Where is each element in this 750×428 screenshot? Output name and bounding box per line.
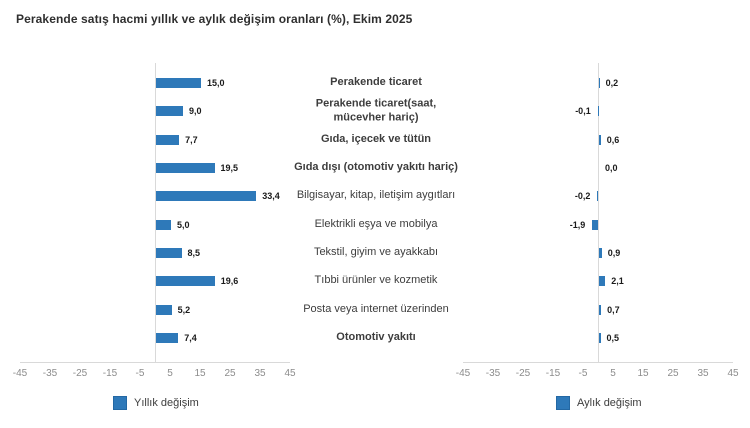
bar (599, 78, 600, 88)
bar-value-label: 9,0 (189, 106, 202, 117)
x-axis-tick-label: 25 (667, 368, 679, 379)
bar-value-label: 15,0 (207, 78, 225, 88)
monthly-change-plot (455, 63, 739, 379)
legend-swatch-monthly (556, 396, 570, 410)
bar-value-label: 0,7 (607, 304, 620, 315)
x-axis-tick-label: 45 (727, 368, 739, 379)
bar (156, 276, 215, 286)
x-axis-tick-label: -15 (102, 368, 118, 379)
x-axis-tick-label: -35 (42, 368, 58, 379)
x-axis-tick-label: 25 (224, 368, 236, 379)
x-axis-tick-label: -45 (455, 368, 471, 379)
bar (597, 191, 598, 201)
x-axis-tick-label: -5 (135, 368, 145, 379)
bar-value-label: 0,0 (605, 162, 618, 173)
bar (156, 248, 182, 258)
bar (156, 333, 178, 343)
x-axis-line (463, 362, 733, 363)
legend-label-monthly: Aylık değişim (577, 397, 642, 409)
category-label: Posta veya internet üzerinden (303, 302, 449, 315)
bar-value-label: 0,6 (606, 134, 620, 145)
x-axis-line (20, 362, 290, 363)
bar (598, 106, 599, 116)
x-axis-tick-label: 45 (284, 368, 296, 379)
category-label: Bilgisayar, kitap, iletişim aygıtları (296, 189, 456, 202)
bar (592, 220, 598, 230)
category-label: Otomotiv yakıtı (336, 331, 416, 344)
chart-title: Perakende satış hacmi yıllık ve aylık değişim oranları (%), Ekim 2025 (16, 12, 413, 26)
bar (156, 305, 172, 315)
legend-monthly (556, 396, 642, 410)
x-axis-tick-label: 5 (610, 368, 616, 379)
bar-value-label: -0,2 (574, 191, 591, 202)
bar-value-label: -0,1 (575, 106, 591, 117)
x-axis-tick-label: -5 (578, 368, 588, 379)
bar-value-label: 8,5 (187, 247, 201, 258)
category-label: Gıda dışı (otomotiv yakıtı hariç) (294, 161, 458, 174)
category-label: Elektrikli eşya ve mobilya (314, 217, 438, 230)
bar-value-label: 2,1 (611, 276, 624, 287)
bar (156, 106, 183, 116)
bar (156, 135, 179, 145)
bar (599, 276, 605, 286)
x-axis-tick-label: -45 (12, 368, 28, 379)
category-label: Tıbbi ürünler ve kozmetik (314, 274, 438, 287)
x-axis-tick-label: 15 (194, 368, 206, 379)
bar-value-label: -1,9 (569, 219, 586, 230)
x-axis-tick-label: -35 (485, 368, 501, 379)
x-axis-tick-label: 15 (637, 368, 649, 379)
bar (599, 248, 602, 258)
x-axis-tick-label: 35 (254, 368, 266, 379)
category-label: Perakende ticaret(saat, mücevher hariç) (315, 97, 437, 124)
category-axis (291, 63, 461, 363)
x-axis-tick-label: -25 (515, 368, 531, 379)
legend-annual (113, 396, 199, 410)
bar-value-label: 5,2 (177, 304, 191, 315)
bar-value-label: 5,0 (177, 219, 190, 230)
bar (599, 333, 601, 343)
bar (156, 78, 201, 88)
bar (599, 135, 601, 145)
x-axis-tick-label: 5 (167, 368, 173, 379)
category-label: Gıda, içecek ve tütün (320, 132, 432, 145)
bar (599, 305, 601, 315)
legend-swatch-annual (113, 396, 127, 410)
category-label: Tekstil, giyim ve ayakkabı (313, 246, 439, 259)
x-axis-tick-label: -25 (72, 368, 88, 379)
bar (156, 220, 171, 230)
bar-value-label: 19,6 (220, 276, 239, 287)
bar-value-label: 7,4 (184, 332, 197, 343)
bar-value-label: 0,5 (606, 332, 620, 343)
bar (156, 191, 256, 201)
bar-value-label: 7,7 (185, 134, 198, 145)
x-axis-tick-label: 35 (697, 368, 709, 379)
category-label: Perakende ticaret (330, 76, 422, 89)
bar-value-label: 33,4 (262, 191, 280, 202)
bar-value-label: 19,5 (220, 162, 239, 173)
annual-change-plot (12, 63, 296, 379)
x-axis-tick-label: -15 (545, 368, 561, 379)
bar-value-label: 0,2 (605, 78, 619, 88)
legend-label-annual: Yıllık değişim (134, 397, 199, 409)
bar (156, 163, 215, 173)
bar-value-label: 0,9 (607, 247, 621, 258)
